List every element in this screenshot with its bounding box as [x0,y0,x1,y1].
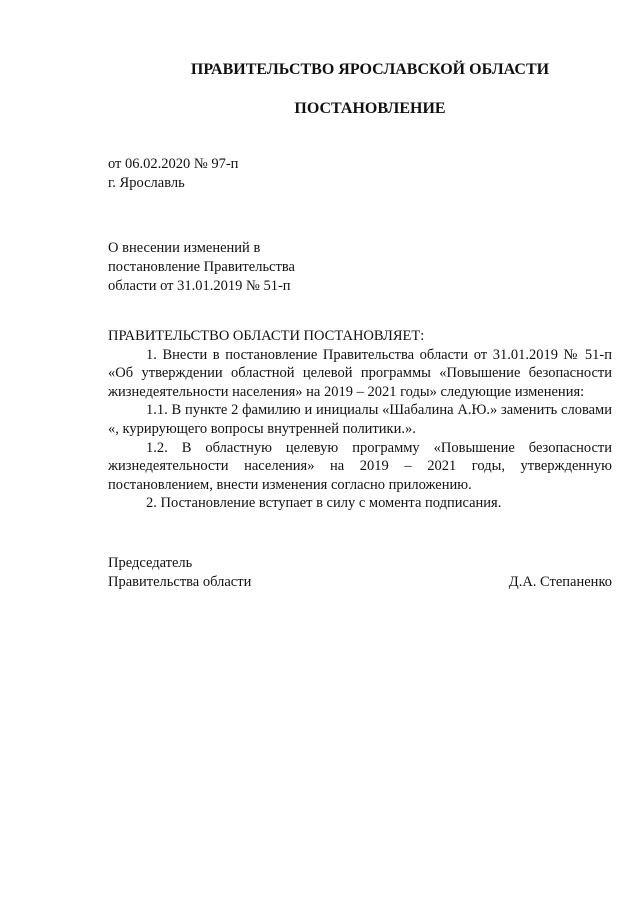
subject-line: постановление Правительства [108,259,295,275]
subject-line: области от 31.01.2019 № 51-п [108,278,291,294]
document-body [108,327,612,513]
signature-block [108,554,612,592]
document-subject [108,239,295,296]
document-type-title: ПОСТАНОВЛЕНИЕ [294,100,446,117]
body-preamble: ПРАВИТЕЛЬСТВО ОБЛАСТИ ПОСТАНОВЛЯЕТ: [108,328,425,344]
document-city: г. Ярославль [108,175,185,191]
signatory-position-line1: Председатель [108,555,193,571]
body-paragraph: 2. Постановление вступает в силу с момента подписания. [146,495,502,512]
government-title: ПРАВИТЕЛЬСТВО ЯРОСЛАВСКОЙ ОБЛАСТИ [190,61,550,78]
body-paragraph: 1.1. В пункте 2 фамилию и инициалы «Шабалина А.Ю.» заменить словами «, курирующего вопросы внутренней политики.». [108,402,612,437]
document-meta [108,155,238,193]
body-paragraph: 1. Внести в постановление Правительства области от 31.01.2019 № 51-п «Об утверждении областной целевой программы «Повышение безопасности жизнедеятельности населения» на 2019 – 2021 годы» следующие изменения: [108,346,612,400]
body-paragraph: 1.2. В областную целевую программу «Повышение безопасности жизнедеятельности населения» на 2019 – 2021 годы, утвержденную постановлением, внести изменения согласно приложению. [108,439,612,493]
subject-line: О внесении изменений в [108,240,261,256]
document-date-number: от 06.02.2020 № 97-п [108,156,239,172]
signature-row [108,573,612,592]
signatory-position-line2: Правительства области [108,574,252,590]
signatory-name: Д.А. Степаненко [508,574,612,590]
